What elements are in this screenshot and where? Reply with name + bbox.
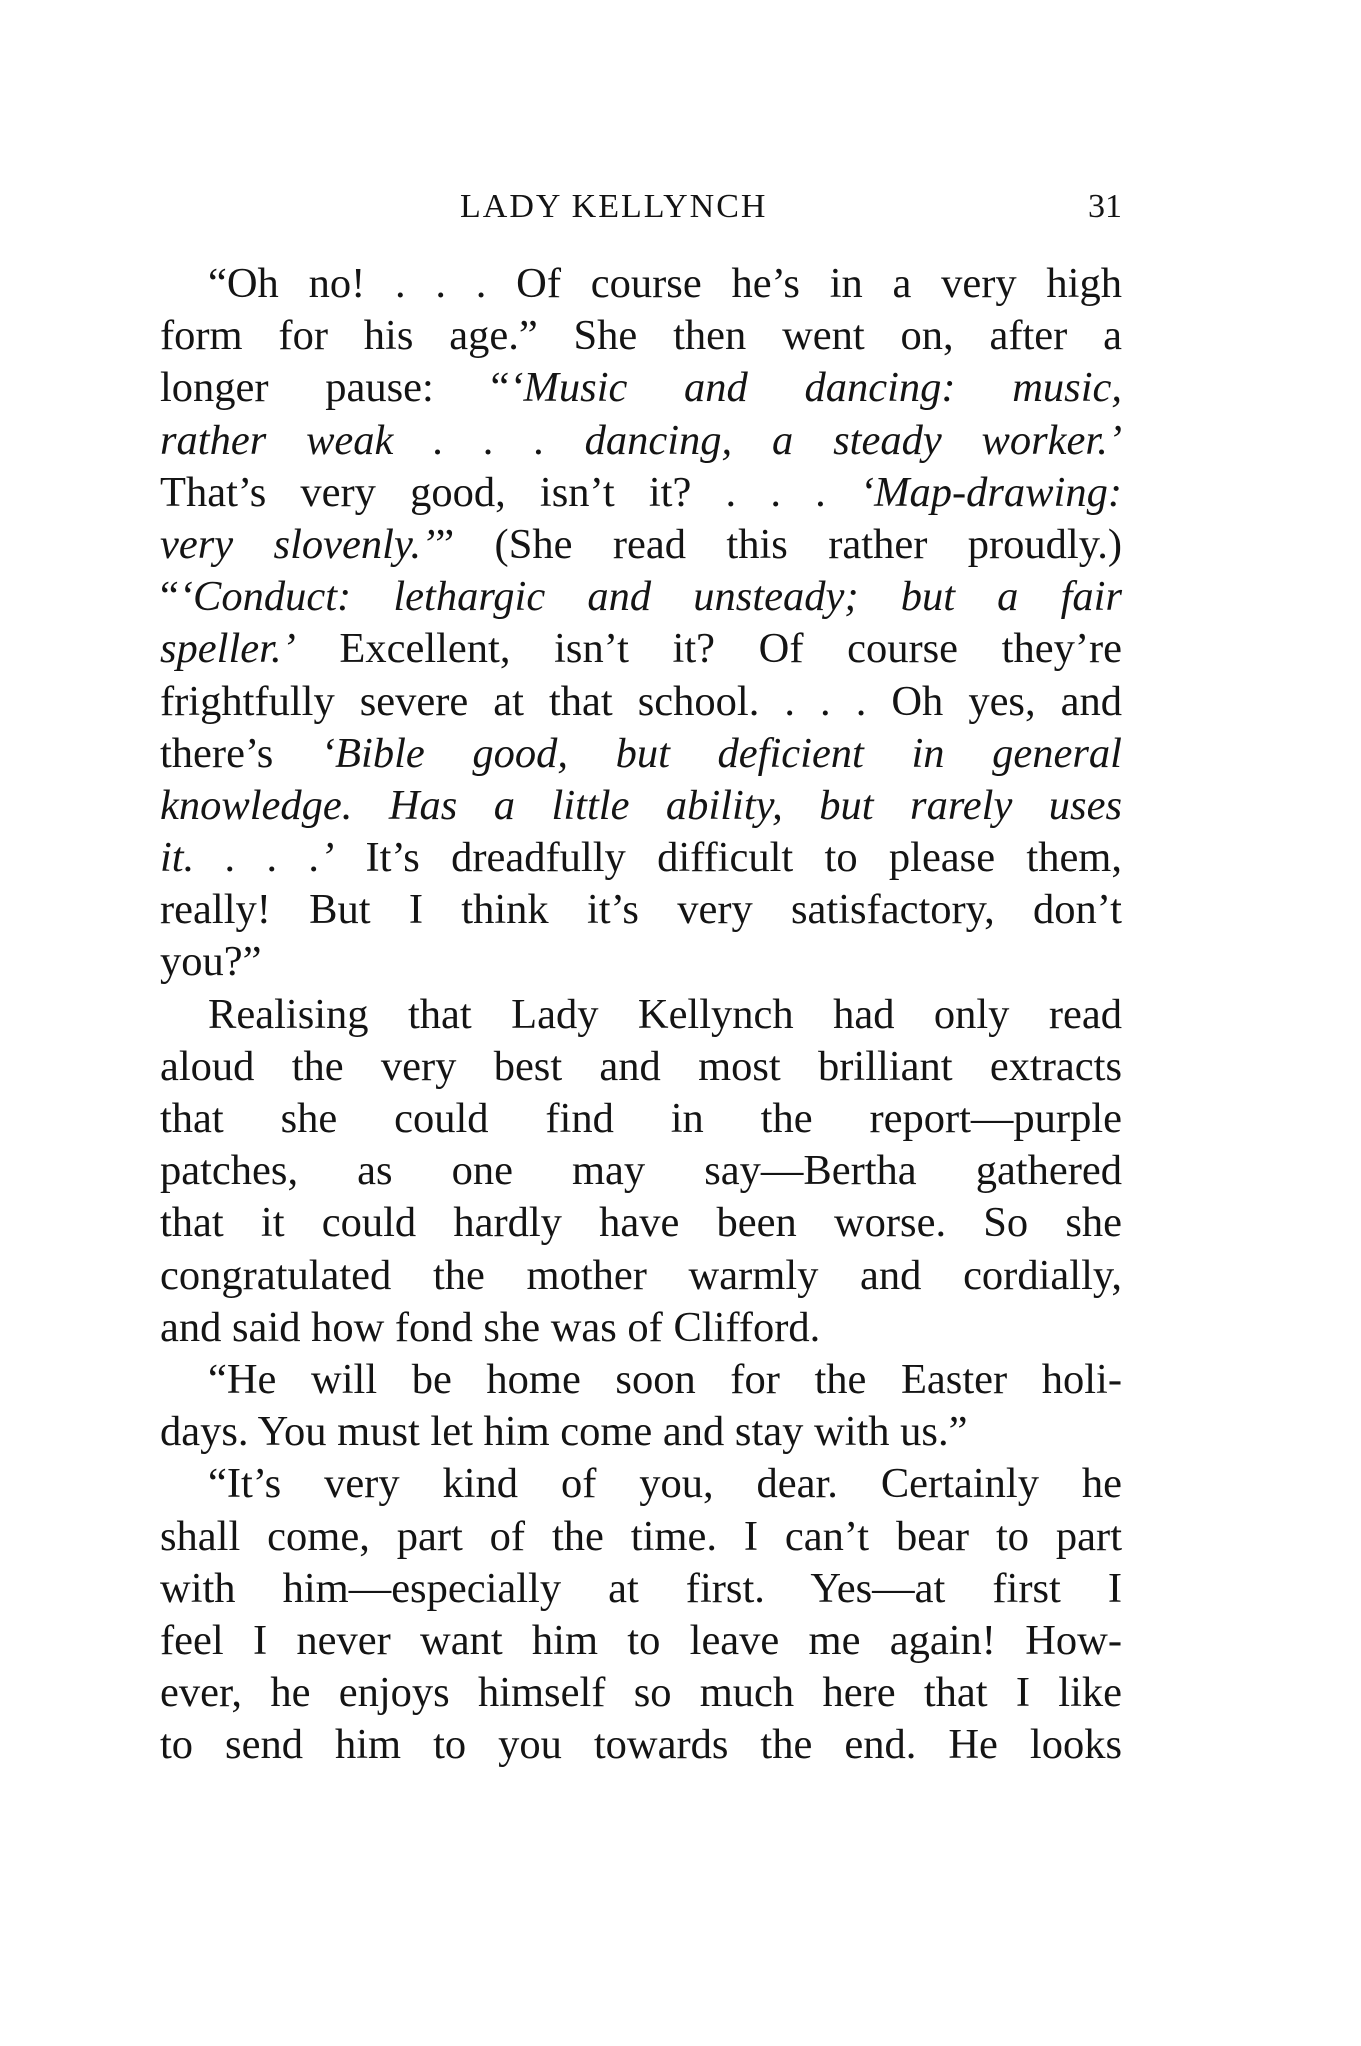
text-segment: days. You must let him come and stay with us.”: [160, 1408, 968, 1456]
italic-text: ‘Map-drawing:: [859, 468, 1122, 516]
text-segment: form for his age.” She then went on, after a: [160, 312, 1122, 360]
text-segment: with him—especially at first. Yes—at first I: [160, 1564, 1122, 1612]
text-segment: shall come, part of the time. I can’t bear to part: [160, 1512, 1122, 1560]
text-segment: patches, as one may say—Bertha gathered: [160, 1147, 1122, 1195]
text-segment: “It’s very kind of you, dear. Certainly he: [208, 1460, 1122, 1508]
text-line: [160, 1145, 1122, 1197]
text-segment: congratulated the mother warmly and cordially,: [160, 1251, 1122, 1299]
text-line: [160, 1197, 1122, 1249]
text-segment: that it could hardly have been worse. So she: [160, 1199, 1122, 1247]
text-line: [160, 1354, 1122, 1406]
text-segment: you?”: [160, 938, 262, 986]
text-segment: to send him to you towards the end. He looks: [160, 1721, 1122, 1769]
text-line: [160, 728, 1122, 780]
italic-text: very slovenly.’: [160, 520, 436, 568]
text-segment: “: [160, 573, 179, 621]
text-segment: Excellent, isn’t it? Of course they’re: [295, 625, 1122, 673]
text-line: [160, 415, 1122, 467]
text-segment: aloud the very best and most brilliant extracts: [160, 1042, 1122, 1090]
text-segment: and said how fond she was of Clifford.: [160, 1303, 821, 1351]
text-segment: that she could find in the report—purple: [160, 1095, 1122, 1142]
text-line: [160, 258, 1122, 310]
text-line: [160, 1093, 1122, 1145]
page-number: 31: [1088, 188, 1122, 225]
italic-text: rather weak . . . dancing, a steady worker.’: [160, 416, 1122, 464]
text-segment: Realising that Lady Kellynch had only read: [208, 990, 1122, 1038]
text-line: [160, 1719, 1122, 1771]
body-text: [160, 258, 1122, 1771]
italic-text: ‘Music and dancing: music,: [509, 364, 1122, 412]
text-segment: That’s very good, isn’t it? . . .: [160, 468, 860, 516]
text-segment: “He will be home soon for the Easter holi-: [208, 1355, 1122, 1403]
text-segment: longer pause: “: [160, 364, 510, 412]
text-line: [160, 1041, 1122, 1093]
text-segment: “Oh no! . . . Of course he’s in a very high: [208, 260, 1122, 307]
italic-text: ‘Bible good, but deficient in general: [320, 729, 1122, 777]
text-segment: It’s dreadfully difficult to please them,: [334, 834, 1122, 882]
text-line: [160, 362, 1122, 414]
text-segment: frightfully severe at that school. . . . Oh yes, and: [160, 677, 1122, 725]
text-line: [160, 1511, 1122, 1563]
text-line: [160, 1406, 1122, 1458]
text-segment: there’s: [160, 729, 321, 777]
italic-text: ‘Conduct: lethargic and unsteady; but a fair: [178, 573, 1122, 621]
text-line: [160, 310, 1122, 362]
text-line: [160, 884, 1122, 936]
text-line: [160, 571, 1122, 623]
text-line: [160, 780, 1122, 832]
text-line: [160, 936, 1122, 988]
text-line: [160, 1615, 1122, 1667]
running-head: [160, 188, 1122, 238]
italic-text: knowledge. Has a little ability, but rarely uses: [160, 781, 1122, 829]
text-segment: ever, he enjoys himself so much here that I like: [160, 1669, 1122, 1717]
text-line: [160, 467, 1122, 519]
text-segment: feel I never want him to leave me again! How-: [160, 1616, 1122, 1664]
text-segment: ” (She read this rather proudly.): [435, 520, 1123, 568]
text-line: [160, 1458, 1122, 1510]
italic-text: it. . . .’: [160, 834, 335, 882]
text-line: [160, 676, 1122, 728]
italic-text: speller.’: [160, 625, 296, 673]
text-line: [160, 832, 1122, 884]
text-line: [160, 1667, 1122, 1719]
text-line: [160, 1302, 1122, 1354]
text-line: [160, 1563, 1122, 1615]
text-line: [160, 1250, 1122, 1302]
text-segment: really! But I think it’s very satisfactory, don’t: [160, 886, 1122, 934]
text-line: [160, 989, 1122, 1041]
text-line: [160, 519, 1122, 571]
text-line: [160, 623, 1122, 675]
running-head-title: LADY KELLYNCH: [460, 188, 768, 225]
